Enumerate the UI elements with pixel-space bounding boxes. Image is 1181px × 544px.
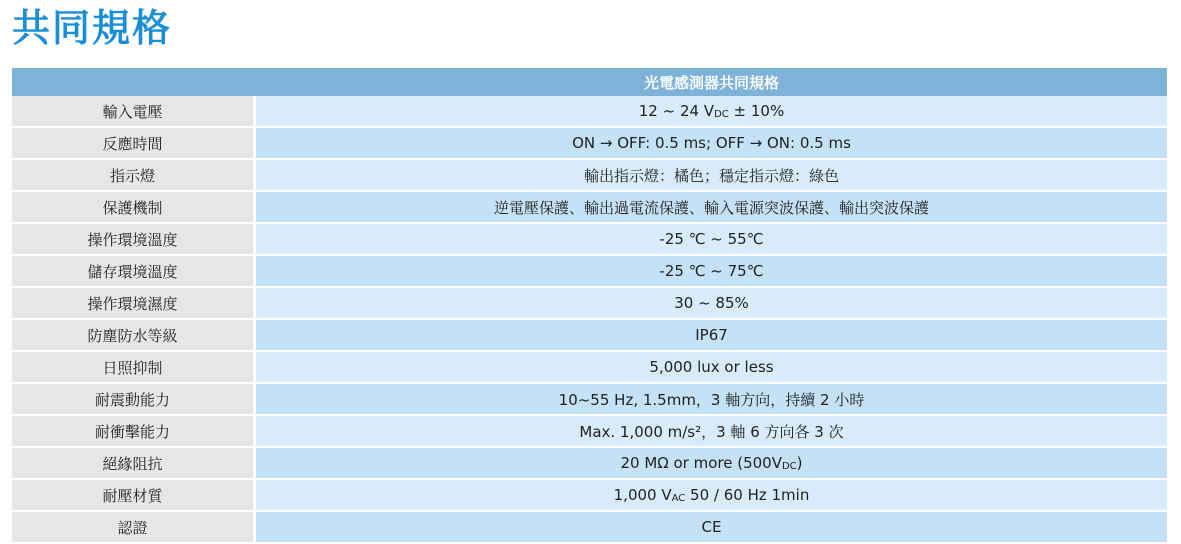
row-label: 保護機制 xyxy=(12,192,256,224)
table-row xyxy=(12,128,1167,160)
row-label: 儲存環境溫度 xyxy=(12,256,256,288)
table-row xyxy=(12,416,1167,448)
row-value: 逆電壓保護、輸出過電流保護、輸入電源突波保護、輸出突波保護 xyxy=(256,192,1167,224)
row-label: 反應時間 xyxy=(12,128,256,160)
table-header-row xyxy=(12,68,1167,96)
row-label: 耐震動能力 xyxy=(12,384,256,416)
table-row xyxy=(12,448,1167,480)
table-row xyxy=(12,352,1167,384)
row-label: 輸入電壓 xyxy=(12,96,256,128)
row-value: -25 ℃ ~ 75℃ xyxy=(256,256,1167,288)
row-value: IP67 xyxy=(256,320,1167,352)
row-value: 30 ~ 85% xyxy=(256,288,1167,320)
table-row xyxy=(12,320,1167,352)
table-row xyxy=(12,384,1167,416)
table-row xyxy=(12,256,1167,288)
row-label: 指示燈 xyxy=(12,160,256,192)
table-row xyxy=(12,160,1167,192)
table-header-corner xyxy=(12,68,256,96)
table-row xyxy=(12,192,1167,224)
row-label: 認證 xyxy=(12,512,256,544)
row-label: 絕緣阻抗 xyxy=(12,448,256,480)
row-value: 10~55 Hz, 1.5mm，3 軸方向，持續 2 小時 xyxy=(256,384,1167,416)
table-row xyxy=(12,288,1167,320)
table-header-title: 光電感測器共同規格 xyxy=(256,68,1167,96)
table-row xyxy=(12,224,1167,256)
table-row xyxy=(12,96,1167,128)
row-value: 20 MΩ or more $(500V_{DC})$ xyxy=(256,448,1167,480)
row-label: 耐衝擊能力 xyxy=(12,416,256,448)
page-title: 共同規格 xyxy=(12,6,173,50)
row-label: 操作環境濕度 xyxy=(12,288,256,320)
spec-table xyxy=(12,68,1167,544)
row-value: CE xyxy=(256,512,1167,544)
row-label: 操作環境溫度 xyxy=(12,224,256,256)
row-label: 耐壓材質 xyxy=(12,480,256,512)
row-value: 5,000 lux or less xyxy=(256,352,1167,384)
row-label: 防塵防水等級 xyxy=(12,320,256,352)
row-value: -25 ℃ ~ 55℃ xyxy=(256,224,1167,256)
row-value: 12 ~ 24 $V_{DC} \pm 10\%$ xyxy=(256,96,1167,128)
row-value: Max. 1,000 m/s²，3 軸 6 方向各 3 次 xyxy=(256,416,1167,448)
table-row xyxy=(12,512,1167,544)
row-label: 日照抑制 xyxy=(12,352,256,384)
row-value: 1,000 $V_{AC}$ 50 / 60 Hz 1min xyxy=(256,480,1167,512)
table-row xyxy=(12,480,1167,512)
row-value: 輸出指示燈：橘色；穩定指示燈：綠色 xyxy=(256,160,1167,192)
row-value: ON → OFF: 0.5 ms; OFF → ON: 0.5 ms xyxy=(256,128,1167,160)
